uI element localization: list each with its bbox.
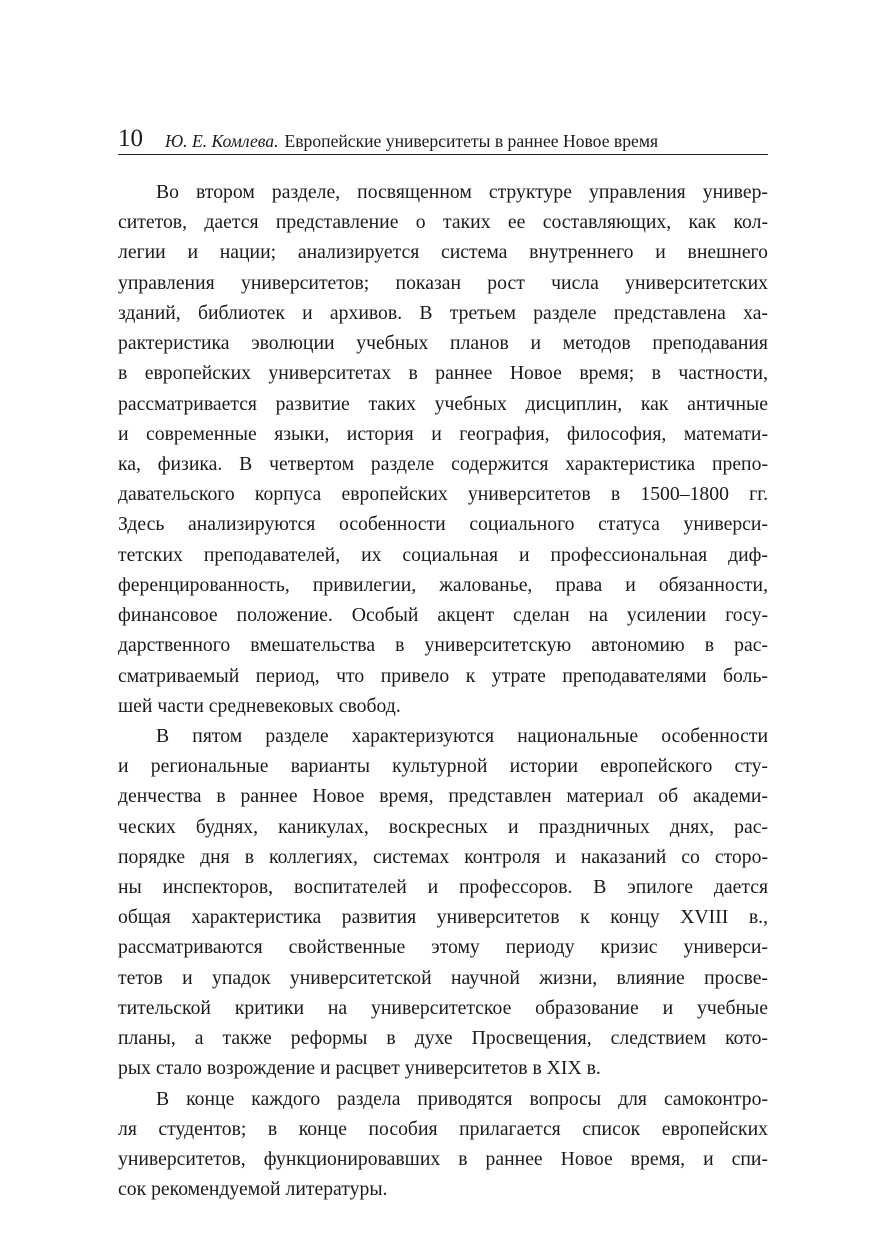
- text-line: сматриваемый период, что привело к утрате преподавателями боль-: [118, 664, 768, 687]
- running-header: [118, 122, 768, 155]
- text-line: Во втором разделе, посвященном структуре управления универ-: [156, 181, 768, 203]
- text-line: ка, физика. В четвертом разделе содержится характеристика препо-: [118, 452, 768, 475]
- text-line: легии и нации; анализируется система внутреннего и внешнего: [118, 241, 768, 264]
- text-line: рассматривается развитие таких учебных дисциплин, как античные: [118, 392, 768, 415]
- header-author: Ю. Е. Комлева.: [165, 131, 279, 151]
- header-book-title: Европейские университеты в раннее Новое время: [284, 131, 659, 151]
- text-line: давательского корпуса европейских университетов в 1500–1800 гг.: [118, 483, 768, 506]
- text-line: денчества в раннее Новое время, представлен материал об академи-: [118, 785, 768, 808]
- page-number: 10: [118, 125, 143, 152]
- text-line: тетов и упадок университетской научной жизни, влияние просве-: [118, 966, 768, 989]
- text-line: финансовое положение. Особый акцент сделан на усилении госу-: [118, 604, 768, 627]
- text-line: тетских преподавателей, их социальная и профессиональная диф-: [118, 543, 768, 566]
- text-line: управления университетов; показан рост числа университетских: [118, 271, 768, 294]
- text-line: зданий, библиотек и архивов. В третьем разделе представлена ха-: [118, 301, 768, 324]
- text-line: и современные языки, история и география, философия, математи-: [118, 422, 768, 445]
- text-line: ческих буднях, каникулах, воскресных и праздничных днях, рас-: [118, 815, 768, 838]
- text-line: В пятом разделе характеризуются национальные особенности: [156, 724, 768, 747]
- text-line: ситетов, дается представление о таких ее составляющих, как кол-: [118, 211, 768, 234]
- text-line: ференцированность, привилегии, жалованье, права и обязанности,: [118, 573, 768, 596]
- text-line: ны инспекторов, воспитателей и профессоров. В эпилоге дается: [118, 876, 768, 899]
- text-line: ля студентов; в конце пособия прилагается список европейских: [118, 1117, 768, 1140]
- text-line: в европейских университетах в раннее Новое время; в частности,: [118, 362, 768, 385]
- paragraph: [118, 177, 768, 721]
- text-line: рактеристика эволюции учебных планов и методов преподавания: [118, 332, 768, 355]
- text-line: рых стало возрождение и расцвет университетов в XIX в.: [118, 1057, 601, 1080]
- body-text: [118, 177, 768, 1204]
- paragraph: [118, 1084, 768, 1205]
- text-line: тительской критики на университетское образование и учебные: [118, 996, 768, 1019]
- text-line: шей части средневековых свобод.: [118, 694, 401, 717]
- text-line: университетов, функционировавших в раннее Новое время, и спи-: [118, 1148, 768, 1170]
- text-line: планы, а также реформы в духе Просвещения, следствием кото-: [118, 1027, 768, 1050]
- text-line: В конце каждого раздела приводятся вопросы для самоконтро-: [156, 1087, 768, 1110]
- text-line: Здесь анализируются особенности социального статуса универси-: [118, 513, 768, 536]
- text-line: общая характеристика развития университетов к концу XVIII в.,: [118, 906, 768, 929]
- paragraph: [118, 721, 768, 1084]
- text-line: и региональные варианты культурной истории европейского сту-: [118, 755, 768, 778]
- text-line: дарственного вмешательства в университетскую автономию в рас-: [118, 634, 768, 657]
- text-line: рассматриваются свойственные этому периоду кризис универси-: [118, 936, 768, 959]
- text-line: сок рекомендуемой литературы.: [118, 1178, 388, 1201]
- text-line: порядке дня в коллегиях, системах контроля и наказаний со сторо-: [118, 845, 768, 868]
